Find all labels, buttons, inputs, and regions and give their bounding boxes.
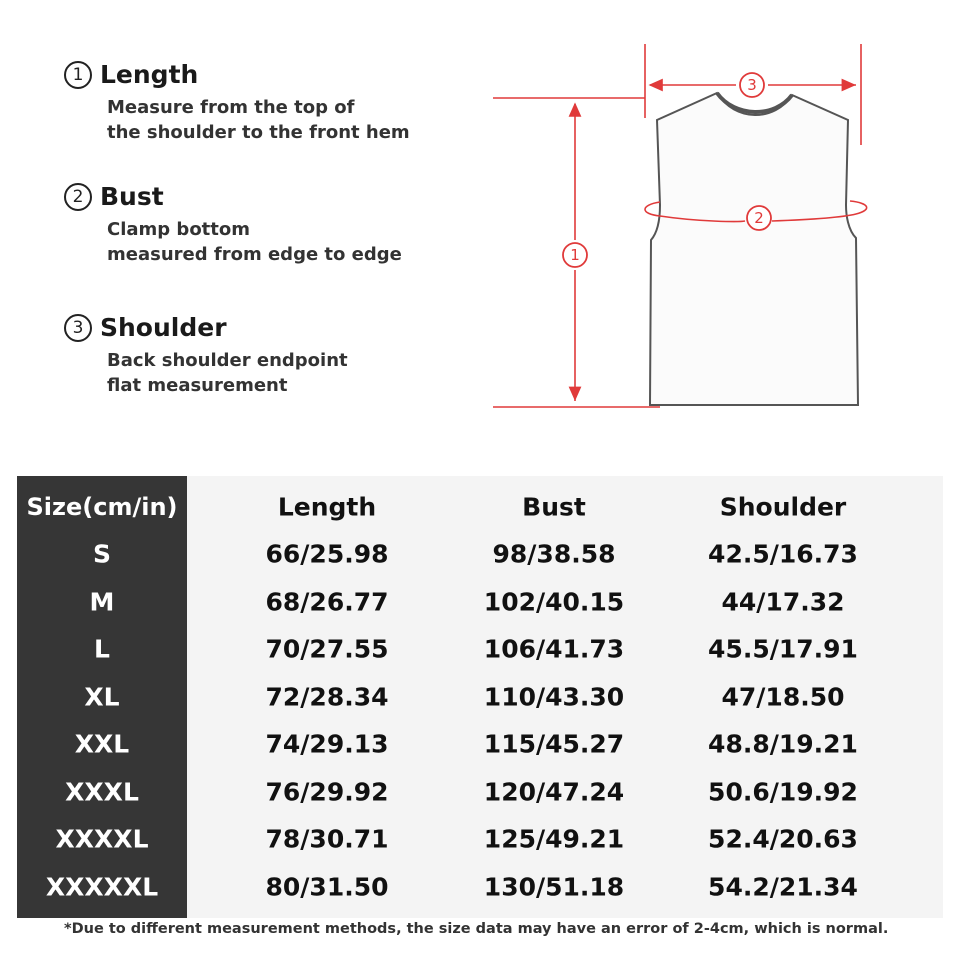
marker-1-label: 1 — [570, 246, 580, 264]
cell-length: 66/25.98 — [265, 539, 389, 569]
header-shoulder: Shoulder — [719, 492, 847, 522]
cell-length: 72/28.34 — [265, 682, 389, 711]
header-bust: Bust — [522, 492, 586, 522]
footnote: *Due to different measurement methods, the size data may have an error of 2-4cm, which is normal. — [64, 921, 889, 937]
cell-length: 78/30.71 — [265, 824, 389, 854]
cell-length: 80/31.50 — [265, 872, 389, 901]
guide-line: flat measurement — [107, 375, 288, 396]
number-1-icon: 1 — [64, 61, 92, 89]
cell-bust: 102/40.15 — [483, 587, 625, 616]
header-length: Length — [277, 492, 377, 522]
guide-line: Back shoulder endpoint — [107, 350, 348, 371]
header-size: Size(cm/in) — [26, 493, 178, 521]
guide-line: the shoulder to the front hem — [107, 122, 410, 143]
guide-line: Measure from the top of — [107, 97, 355, 118]
size-label: XL — [84, 682, 120, 711]
marker-3-label: 3 — [747, 76, 757, 94]
guide-title: Shoulder — [100, 313, 227, 342]
cell-bust: 120/47.24 — [483, 777, 625, 806]
guide-title: Bust — [100, 182, 164, 211]
cell-bust: 106/41.73 — [483, 634, 625, 664]
cell-shoulder: 44/17.32 — [721, 587, 845, 616]
cell-bust: 115/45.27 — [483, 729, 625, 759]
cell-length: 70/27.55 — [265, 634, 389, 664]
size-label: S — [92, 539, 112, 569]
tank-top-outline — [650, 93, 858, 405]
size-label: L — [94, 634, 110, 664]
cell-shoulder: 50.6/19.92 — [708, 777, 858, 806]
cell-length: 74/29.13 — [265, 729, 389, 759]
cell-shoulder: 47/18.50 — [721, 682, 845, 711]
cell-shoulder: 48.8/19.21 — [708, 729, 858, 759]
cell-bust: 125/49.21 — [483, 824, 625, 854]
size-label: XXXXL — [55, 824, 149, 854]
size-label: M — [89, 587, 115, 616]
cell-bust: 130/51.18 — [483, 872, 625, 901]
cell-bust: 110/43.30 — [483, 682, 625, 711]
size-label: XXL — [74, 729, 130, 759]
cell-shoulder: 54.2/21.34 — [708, 872, 858, 901]
guide-line: measured from edge to edge — [107, 244, 402, 265]
cell-shoulder: 45.5/17.91 — [708, 634, 858, 664]
number-2-icon: 2 — [64, 183, 92, 211]
guide-line: Clamp bottom — [107, 219, 251, 240]
marker-2-label: 2 — [754, 209, 764, 227]
size-label: XXXL — [65, 777, 139, 806]
size-label: XXXXXL — [45, 872, 159, 901]
size-table — [17, 476, 943, 918]
cell-shoulder: 52.4/20.63 — [708, 824, 858, 854]
cell-length: 76/29.92 — [265, 777, 389, 806]
number-3-icon: 3 — [64, 314, 92, 342]
cell-length: 68/26.77 — [265, 587, 389, 616]
cell-bust: 98/38.58 — [492, 539, 616, 569]
guide-title: Length — [100, 60, 199, 89]
tank-top-diagram — [0, 0, 960, 460]
cell-shoulder: 42.5/16.73 — [708, 539, 858, 569]
